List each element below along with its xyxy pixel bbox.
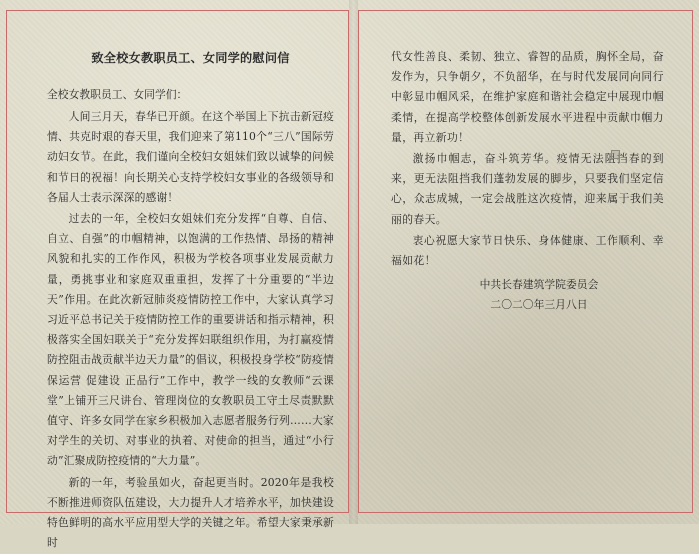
signature-organization: 中共长春建筑学院委员会	[479, 278, 599, 291]
right-page-content	[391, 47, 664, 311]
page-gutter	[349, 0, 358, 524]
right-page	[358, 10, 693, 513]
paragraph-encouragement: 激扬巾帼志，奋斗筑芳华。疫情无法阻挡春的到来，更无法阻挡我们蓬勃发展的脚步，只要我们坚定信心，众志成城，一定会战胜这次疫情，迎来属于我们美丽的春天。	[391, 152, 664, 226]
paragraph-greeting: 人间三月天，春华已开颜。在这个举国上下抗击新冠疫情、共克时艰的春天里，我们迎来了第110个“三八”国际劳动妇女节。在此，我们谨向全校妇女姐妹们致以诚挚的问候和节日的祝福！向长期关心支持学校妇女事业的各级领导和各届人士表示深深的感谢！	[47, 110, 334, 204]
signature-date: 二〇二〇年三月八日	[490, 298, 588, 311]
paragraph-new-year: 新的一年，考验虽如火，奋起更当时。2020年是我校不断推进师资队伍建设，大力提升人才培养水平，加快建设特色鲜明的高水平应用型大学的关键之年。希望大家秉承新时	[47, 475, 334, 550]
letter-title: 致全校女教职员工、女同学的慰问信	[91, 51, 290, 65]
signature-block	[391, 275, 664, 315]
left-page-content	[47, 49, 334, 554]
left-page	[6, 10, 349, 550]
small-mark-icon	[611, 150, 620, 159]
paragraph-continued: 代女性善良、柔韧、独立、睿智的品质，胸怀全局，奋发作为，只争朝夕，不负韶华，在与时代发展同向同行中彰显巾帼风采，在维护家庭和谐社会稳定中展现巾帼柔情，在提高学校整体创新发展水平进程中贡献巾帼力量，再立新功！	[391, 50, 664, 144]
paragraph-wishes: 衷心祝愿大家节日快乐、身体健康、工作顺利、幸福如花！	[391, 233, 664, 268]
paragraph-past-year: 过去的一年，全校妇女姐妹们充分发挥“自尊、自信、自立、自强”的巾帼精神，以饱满的工作热情、昂扬的精神风貌和扎实的工作作风，积极为学校各项事业发展贡献力量，勇挑事业和家庭双重重担，发挥了十分重要的“半边天”作用。在此次新冠肺炎疫情防控工作中，大家认真学习习近平总书记关于疫情防控工作的重要讲话和指示精神，积极落实全国妇联关于“充分发挥妇联组织作用，为打赢疫情防控阻击战贡献半边天力量”的倡议，积极投身学校“防疫情 保运营 促建设 正品行”工作中，教学一线的女教师“云课堂”上铺开三尺讲台、管理岗位的女教职员工守土尽责默默值守、许多女同学在家乡积极加入志愿者服务行列……大家对学生的关切、对事业的执着、对使命的担当，通过“小行动”汇聚成防控疫情的“大力量”。	[47, 212, 334, 468]
salutation: 全校女教职员工、女同学们：	[47, 88, 188, 101]
